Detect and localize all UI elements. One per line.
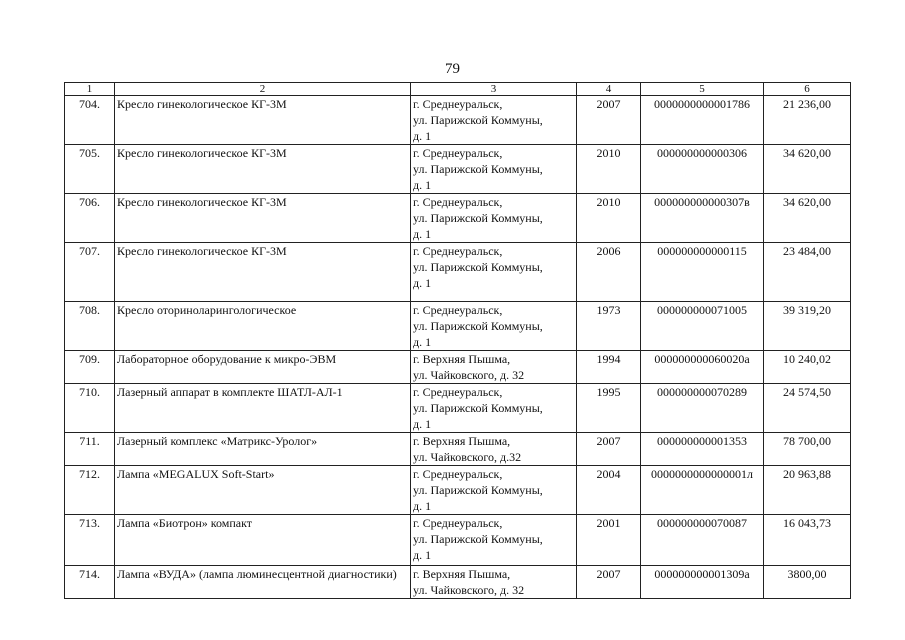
address-line: г. Среднеуральск,: [413, 97, 503, 111]
row-number: 707.: [65, 243, 115, 302]
item-year: 2007: [577, 96, 641, 145]
table-row: [65, 351, 851, 384]
item-address: [411, 96, 577, 145]
inventory-code: 000000000070289: [641, 384, 764, 433]
inventory-code: 000000000000307в: [641, 194, 764, 243]
item-name: Лабораторное оборудование к микро-ЭВМ: [115, 351, 411, 384]
column-header: 6: [764, 83, 851, 96]
item-cost: 34 620,00: [764, 194, 851, 243]
item-year: 2001: [577, 515, 641, 566]
column-number-row: [65, 83, 851, 96]
item-cost: 20 963,88: [764, 466, 851, 515]
item-name: Лампа «MEGALUX Soft-Start»: [115, 466, 411, 515]
table-row: [65, 243, 851, 302]
address-line: д. 1: [413, 499, 432, 513]
item-cost: 21 236,00: [764, 96, 851, 145]
item-year: 2007: [577, 566, 641, 599]
address-line: д. 1: [413, 227, 432, 241]
item-name: Лазерный аппарат в комплекте ШАТЛ-АЛ-1: [115, 384, 411, 433]
address-line: ул. Парижской Коммуны,: [413, 260, 543, 274]
row-number: 708.: [65, 302, 115, 351]
row-number: 713.: [65, 515, 115, 566]
item-name: Лазерный комплекс «Матрикс-Уролог»: [115, 433, 411, 466]
table-row: [65, 145, 851, 194]
row-number: 706.: [65, 194, 115, 243]
table-row: [65, 302, 851, 351]
inventory-code: 000000000000115: [641, 243, 764, 302]
item-address: [411, 384, 577, 433]
item-year: 1994: [577, 351, 641, 384]
item-cost: 24 574,50: [764, 384, 851, 433]
inventory-code: 000000000060020а: [641, 351, 764, 384]
item-year: 2010: [577, 145, 641, 194]
address-line: д. 1: [413, 129, 432, 143]
item-year: 1973: [577, 302, 641, 351]
address-line: д. 1: [413, 178, 432, 192]
table-row: [65, 466, 851, 515]
address-line: ул. Парижской Коммуны,: [413, 162, 543, 176]
address-line: г. Верхняя Пышма,: [413, 567, 511, 581]
item-name: Кресло гинекологическое КГ-3М: [115, 194, 411, 243]
item-address: [411, 351, 577, 384]
column-header: 5: [641, 83, 764, 96]
column-header: 3: [411, 83, 577, 96]
address-line: г. Среднеуральск,: [413, 516, 503, 530]
inventory-code: 0000000000000001л: [641, 466, 764, 515]
inventory-code: 0000000000001786: [641, 96, 764, 145]
inventory-code: 000000000070087: [641, 515, 764, 566]
address-line: г. Среднеуральск,: [413, 385, 503, 399]
table-row: [65, 515, 851, 566]
address-line: д. 1: [413, 548, 432, 562]
item-name: Кресло оториноларингологическое: [115, 302, 411, 351]
address-line: ул. Парижской Коммуны,: [413, 113, 543, 127]
item-name: Лампа «ВУДА» (лампа люминесцентной диагностики): [115, 566, 411, 599]
item-cost: 34 620,00: [764, 145, 851, 194]
item-year: 2010: [577, 194, 641, 243]
address-line: д. 1: [413, 335, 432, 349]
row-number: 704.: [65, 96, 115, 145]
item-address: [411, 243, 577, 302]
table-row: [65, 194, 851, 243]
item-address: [411, 302, 577, 351]
address-line: д. 1: [413, 417, 432, 431]
item-year: 2006: [577, 243, 641, 302]
address-line: г. Среднеуральск,: [413, 303, 503, 317]
item-cost: 10 240,02: [764, 351, 851, 384]
inventory-table: [64, 82, 851, 599]
table-row: [65, 566, 851, 599]
address-line: ул. Парижской Коммуны,: [413, 211, 543, 225]
item-name: Кресло гинекологическое КГ-3М: [115, 145, 411, 194]
item-name: Кресло гинекологическое КГ-3М: [115, 96, 411, 145]
row-number: 711.: [65, 433, 115, 466]
address-line: ул. Чайковского, д.32: [413, 450, 522, 464]
item-address: [411, 145, 577, 194]
item-address: [411, 194, 577, 243]
address-line: ул. Парижской Коммуны,: [413, 532, 543, 546]
item-year: 2007: [577, 433, 641, 466]
page-number: 79: [445, 61, 460, 77]
address-line: ул. Парижской Коммуны,: [413, 401, 543, 415]
column-header: 2: [115, 83, 411, 96]
item-address: [411, 566, 577, 599]
item-cost: 39 319,20: [764, 302, 851, 351]
address-line: г. Среднеуральск,: [413, 244, 503, 258]
address-line: г. Верхняя Пышма,: [413, 434, 511, 448]
address-line: ул. Чайковского, д. 32: [413, 368, 525, 382]
inventory-code: 000000000001309а: [641, 566, 764, 599]
address-line: ул. Парижской Коммуны,: [413, 483, 543, 497]
column-header: 4: [577, 83, 641, 96]
address-line: г. Верхняя Пышма,: [413, 352, 511, 366]
item-year: 1995: [577, 384, 641, 433]
column-header: 1: [65, 83, 115, 96]
row-number: 712.: [65, 466, 115, 515]
item-cost: 23 484,00: [764, 243, 851, 302]
address-line: ул. Парижской Коммуны,: [413, 319, 543, 333]
item-cost: 78 700,00: [764, 433, 851, 466]
address-line: г. Среднеуральск,: [413, 146, 503, 160]
table-row: [65, 384, 851, 433]
row-number: 705.: [65, 145, 115, 194]
row-number: 709.: [65, 351, 115, 384]
address-line: ул. Чайковского, д. 32: [413, 583, 525, 597]
table-row: [65, 96, 851, 145]
item-name: Кресло гинекологическое КГ-3М: [115, 243, 411, 302]
inventory-code: 000000000071005: [641, 302, 764, 351]
table-row: [65, 433, 851, 466]
item-address: [411, 433, 577, 466]
row-number: 714.: [65, 566, 115, 599]
address-line: д. 1: [413, 276, 432, 290]
inventory-code: 000000000000306: [641, 145, 764, 194]
inventory-code: 000000000001353: [641, 433, 764, 466]
item-address: [411, 466, 577, 515]
item-address: [411, 515, 577, 566]
item-name: Лампа «Биотрон» компакт: [115, 515, 411, 566]
row-number: 710.: [65, 384, 115, 433]
address-line: г. Среднеуральск,: [413, 195, 503, 209]
item-cost: 3800,00: [764, 566, 851, 599]
item-cost: 16 043,73: [764, 515, 851, 566]
address-line: г. Среднеуральск,: [413, 467, 503, 481]
item-year: 2004: [577, 466, 641, 515]
